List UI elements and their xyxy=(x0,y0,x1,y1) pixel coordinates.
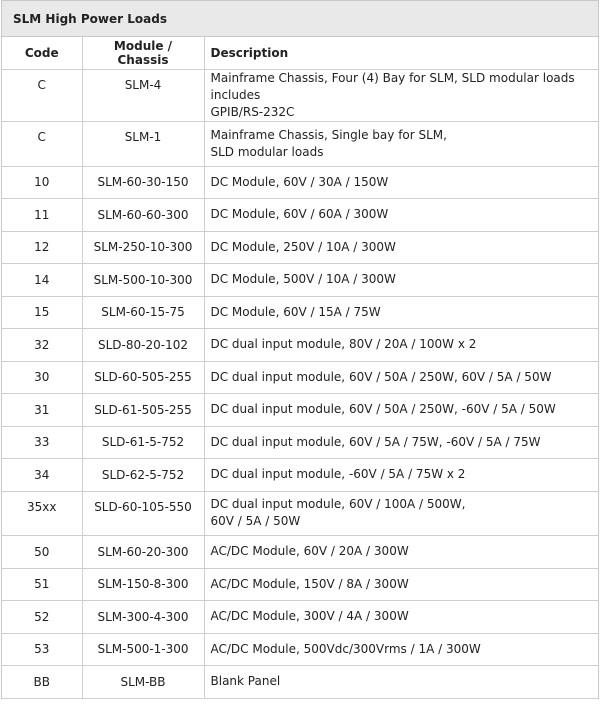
table-row xyxy=(2,329,598,362)
header-row xyxy=(2,37,598,70)
table-row xyxy=(2,70,598,122)
cell-module: SLM-4 xyxy=(82,70,204,122)
table-row xyxy=(2,536,598,569)
table-row xyxy=(2,491,598,536)
cell-code: 33 xyxy=(2,426,82,459)
table-row xyxy=(2,601,598,634)
cell-code: 35xx xyxy=(2,491,82,536)
cell-code: 12 xyxy=(2,231,82,264)
cell-module: SLM-60-20-300 xyxy=(82,536,204,569)
cell-module: SLM-60-15-75 xyxy=(82,296,204,329)
cell-description: Mainframe Chassis, Single bay for SLM, SLD modular loads xyxy=(204,122,598,167)
cell-code: 30 xyxy=(2,361,82,394)
cell-description: AC/DC Module, 500Vdc/300Vrms / 1A / 300W xyxy=(204,633,598,666)
cell-description: AC/DC Module, 300V / 4A / 300W xyxy=(204,601,598,634)
cell-description: DC Module, 60V / 30A / 150W xyxy=(204,166,598,199)
cell-description: Mainframe Chassis, Four (4) Bay for SLM, SLD modular loads includes GPIB/RS-232C xyxy=(204,70,598,122)
cell-module: SLM-500-1-300 xyxy=(82,633,204,666)
cell-description: DC dual input module, 60V / 50A / 250W, -60V / 5A / 50W xyxy=(204,394,598,427)
cell-code: 53 xyxy=(2,633,82,666)
cell-description: DC dual input module, -60V / 5A / 75W x 2 xyxy=(204,459,598,492)
cell-description: DC dual input module, 60V / 5A / 75W, -60V / 5A / 75W xyxy=(204,426,598,459)
table-body xyxy=(2,70,598,699)
cell-code: 34 xyxy=(2,459,82,492)
table-row xyxy=(2,122,598,167)
cell-code: 52 xyxy=(2,601,82,634)
cell-description: DC Module, 60V / 15A / 75W xyxy=(204,296,598,329)
table-row xyxy=(2,568,598,601)
cell-description: DC dual input module, 60V / 50A / 250W, 60V / 5A / 50W xyxy=(204,361,598,394)
table-caption: SLM High Power Loads xyxy=(2,0,598,36)
cell-description: DC dual input module, 60V / 100A / 500W, 60V / 5A / 50W xyxy=(204,491,598,536)
cell-code: 15 xyxy=(2,296,82,329)
table-row xyxy=(2,361,598,394)
table-row xyxy=(2,633,598,666)
cell-description: AC/DC Module, 60V / 20A / 300W xyxy=(204,536,598,569)
cell-code: C xyxy=(2,70,82,122)
table-row xyxy=(2,426,598,459)
table-row xyxy=(2,296,598,329)
table-header xyxy=(2,37,598,70)
cell-module: SLD-61-5-752 xyxy=(82,426,204,459)
table-row xyxy=(2,231,598,264)
cell-code: C xyxy=(2,122,82,167)
cell-module: SLM-60-60-300 xyxy=(82,199,204,232)
table-row xyxy=(2,459,598,492)
header-description: Description xyxy=(204,37,598,70)
cell-code: 51 xyxy=(2,568,82,601)
product-table xyxy=(2,36,598,699)
table-row xyxy=(2,394,598,427)
cell-module: SLM-BB xyxy=(82,666,204,699)
cell-code: 50 xyxy=(2,536,82,569)
cell-code: 10 xyxy=(2,166,82,199)
cell-description: AC/DC Module, 150V / 8A / 300W xyxy=(204,568,598,601)
product-table-container xyxy=(1,0,599,699)
cell-module: SLM-500-10-300 xyxy=(82,264,204,297)
cell-module: SLM-250-10-300 xyxy=(82,231,204,264)
cell-module: SLM-300-4-300 xyxy=(82,601,204,634)
cell-code: 32 xyxy=(2,329,82,362)
table-row xyxy=(2,166,598,199)
table-row xyxy=(2,199,598,232)
cell-description: DC Module, 60V / 60A / 300W xyxy=(204,199,598,232)
cell-code: 14 xyxy=(2,264,82,297)
cell-description: DC dual input module, 80V / 20A / 100W x 2 xyxy=(204,329,598,362)
cell-code: 11 xyxy=(2,199,82,232)
table-row xyxy=(2,666,598,699)
table-row xyxy=(2,264,598,297)
cell-module: SLM-150-8-300 xyxy=(82,568,204,601)
cell-module: SLM-60-30-150 xyxy=(82,166,204,199)
cell-module: SLD-60-505-255 xyxy=(82,361,204,394)
cell-description: DC Module, 250V / 10A / 300W xyxy=(204,231,598,264)
header-module: Module / Chassis xyxy=(82,37,204,70)
cell-module: SLD-80-20-102 xyxy=(82,329,204,362)
cell-module: SLD-60-105-550 xyxy=(82,491,204,536)
cell-description: DC Module, 500V / 10A / 300W xyxy=(204,264,598,297)
cell-module: SLD-62-5-752 xyxy=(82,459,204,492)
cell-description: Blank Panel xyxy=(204,666,598,699)
cell-code: 31 xyxy=(2,394,82,427)
header-code: Code xyxy=(2,37,82,70)
cell-module: SLD-61-505-255 xyxy=(82,394,204,427)
cell-module: SLM-1 xyxy=(82,122,204,167)
cell-code: BB xyxy=(2,666,82,699)
